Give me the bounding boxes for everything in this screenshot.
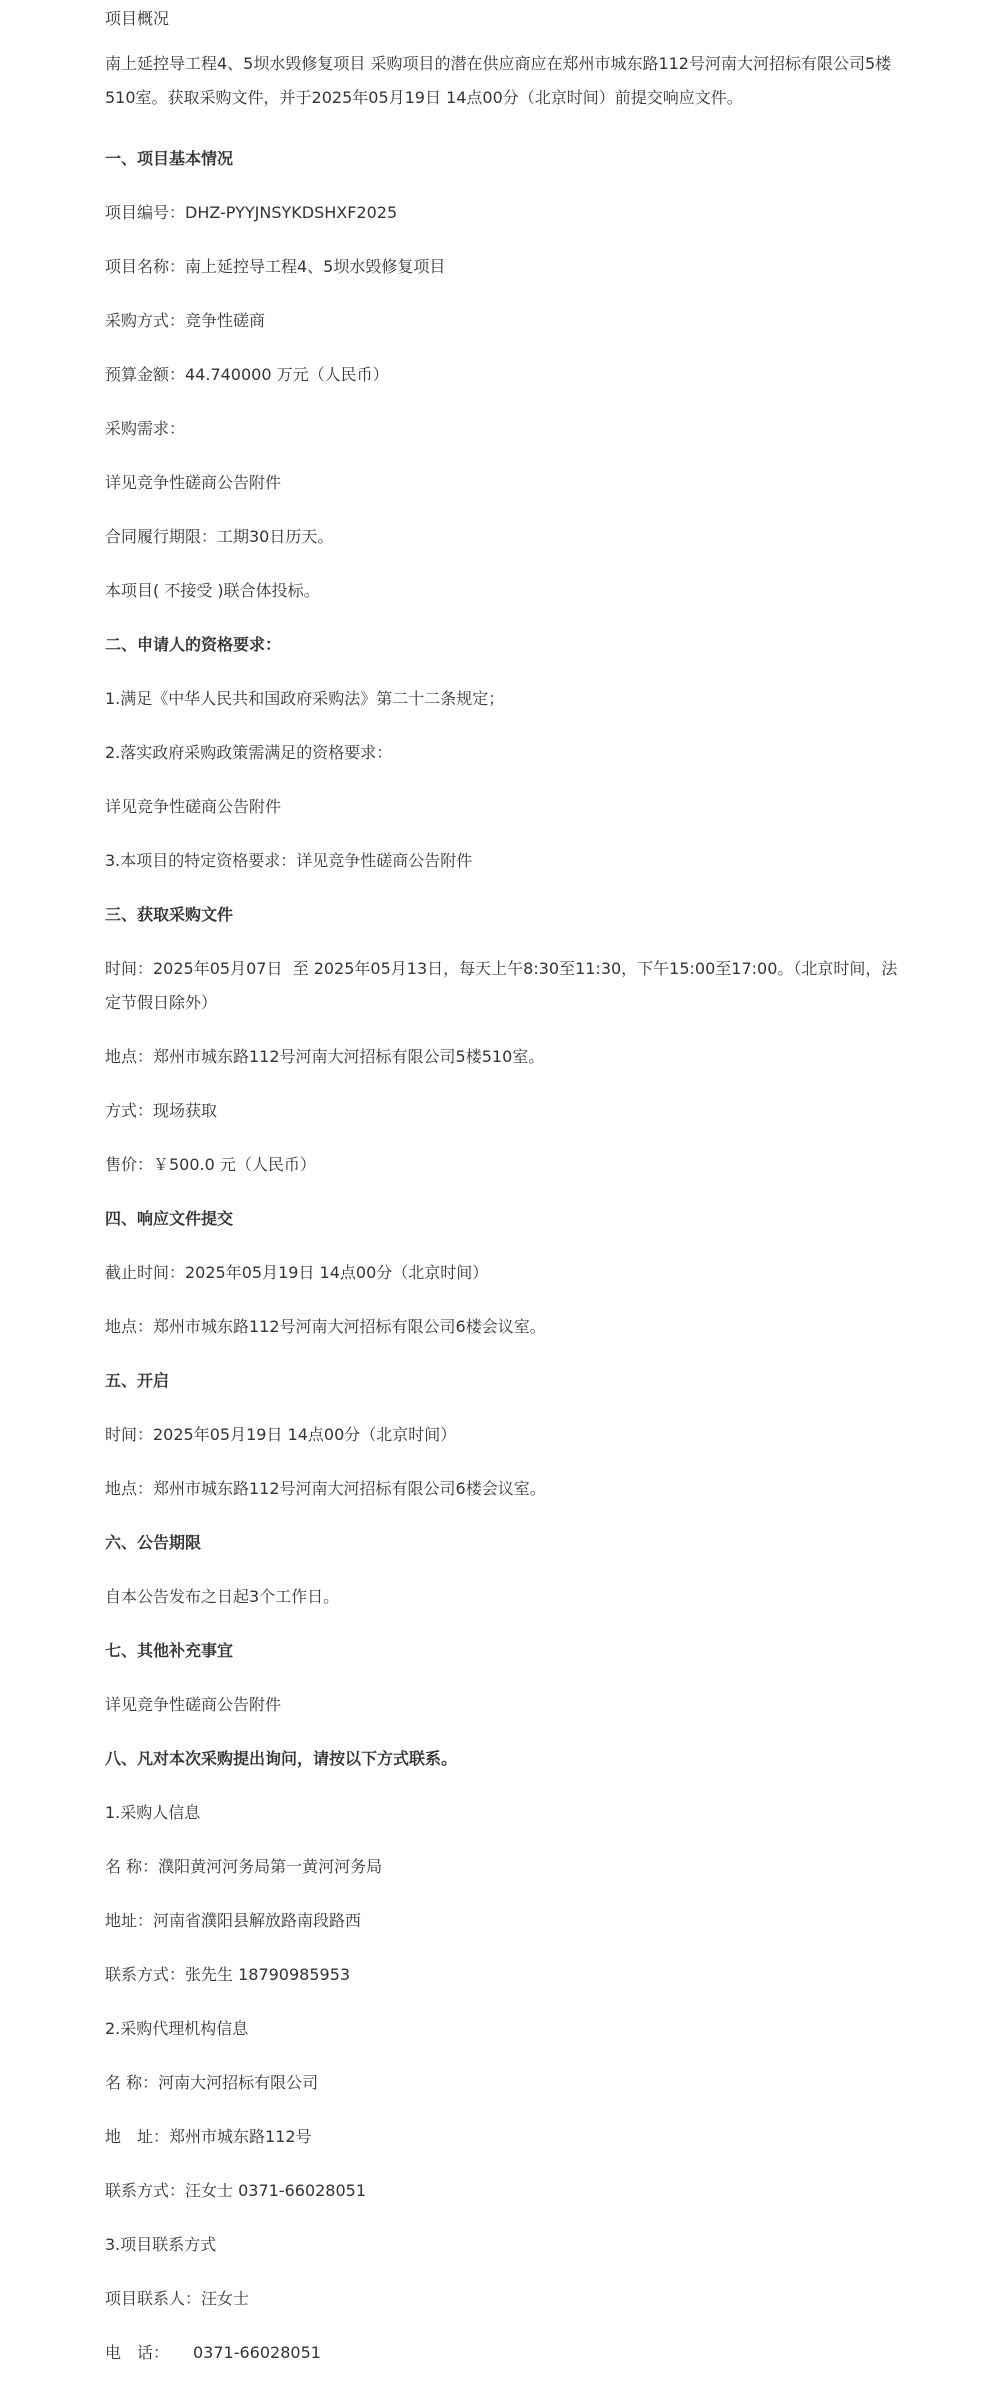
opening-location: 地点：郑州市城东路112号河南大河招标有限公司6楼会议室。 bbox=[105, 1479, 546, 1498]
project-name: 项目名称：南上延控导工程4、5坝水毁修复项目 bbox=[105, 257, 446, 276]
section-heading-notice-period: 六、公告期限 bbox=[105, 1533, 202, 1552]
section-heading-other-matters: 七、其他补充事宜 bbox=[105, 1641, 234, 1660]
section-heading-basic-info: 一、项目基本情况 bbox=[105, 149, 234, 168]
project-contact-person: 项目联系人：汪女士 bbox=[105, 2289, 250, 2308]
project-contact-label: 3.项目联系方式 bbox=[105, 2235, 217, 2254]
budget-amount: 预算金额：44.740000 万元（人民币） bbox=[105, 365, 389, 384]
submission-location: 地点：郑州市城东路112号河南大河招标有限公司6楼会议室。 bbox=[105, 1317, 546, 1336]
purchaser-address: 地址：河南省濮阳县解放路南段路西 bbox=[105, 1911, 362, 1930]
overview-paragraph: 南上延控导工程4、5坝水毁修复项目 采购项目的潜在供应商应在郑州市城东路112号河南大河招标有限公司5楼510室。获取采购文件，并于2025年05月19日 14点00分（北京时间）前提交响应文件。 bbox=[105, 54, 892, 107]
section-heading-opening: 五、开启 bbox=[105, 1371, 170, 1390]
project-contact-phone: 电 话： 0371-66028051 bbox=[105, 2343, 321, 2362]
submission-deadline: 截止时间：2025年05月19日 14点00分（北京时间） bbox=[105, 1263, 489, 1282]
qualification-2-detail: 详见竞争性磋商公告附件 bbox=[105, 797, 282, 816]
procurement-demand-value: 详见竞争性磋商公告附件 bbox=[105, 473, 282, 492]
section-heading-qualifications: 二、申请人的资格要求： bbox=[105, 635, 282, 654]
notice-period: 自本公告发布之日起3个工作日。 bbox=[105, 1587, 340, 1606]
section-heading-obtain-documents: 三、获取采购文件 bbox=[105, 905, 234, 924]
section-heading-submission: 四、响应文件提交 bbox=[105, 1209, 234, 1228]
agency-name: 名 称：河南大河招标有限公司 bbox=[105, 2073, 319, 2092]
procurement-demand-label: 采购需求： bbox=[105, 419, 186, 438]
qualification-1: 1.满足《中华人民共和国政府采购法》第二十二条规定； bbox=[105, 689, 505, 708]
contract-period: 合同履行期限：工期30日历天。 bbox=[105, 527, 334, 546]
procurement-method: 采购方式：竞争性磋商 bbox=[105, 311, 266, 330]
project-number: 项目编号：DHZ-PYYJNSYKDSHXF2025 bbox=[105, 203, 398, 222]
purchaser-info-label: 1.采购人信息 bbox=[105, 1803, 201, 1822]
qualification-2: 2.落实政府采购政策需满足的资格要求： bbox=[105, 743, 393, 762]
agency-info-label: 2.采购代理机构信息 bbox=[105, 2019, 249, 2038]
opening-time: 时间：2025年05月19日 14点00分（北京时间） bbox=[105, 1425, 457, 1444]
other-matters: 详见竞争性磋商公告附件 bbox=[105, 1695, 282, 1714]
purchaser-name: 名 称：濮阳黄河河务局第一黄河河务局 bbox=[105, 1857, 383, 1876]
agency-contact: 联系方式：汪女士 0371-66028051 bbox=[105, 2181, 367, 2200]
obtain-location: 地点：郑州市城东路112号河南大河招标有限公司5楼510室。 bbox=[105, 1047, 545, 1066]
section-heading-contact: 八、凡对本次采购提出询问，请按以下方式联系。 bbox=[105, 1749, 458, 1768]
obtain-method: 方式：现场获取 bbox=[105, 1101, 218, 1120]
qualification-3: 3.本项目的特定资格要求：详见竞争性磋商公告附件 bbox=[105, 851, 473, 870]
project-overview-label: 项目概况 bbox=[105, 9, 170, 28]
document-price: 售价：￥500.0 元（人民币） bbox=[105, 1155, 316, 1174]
obtain-time: 时间：2025年05月07日 至 2025年05月13日，每天上午8:30至11:30，下午15:00至17:00。（北京时间，法定节假日除外） bbox=[105, 959, 898, 1012]
agency-address: 地 址：郑州市城东路112号 bbox=[105, 2127, 312, 2146]
purchaser-contact: 联系方式：张先生 18790985953 bbox=[105, 1965, 351, 1984]
consortium-bidding: 本项目( 不接受 )联合体投标。 bbox=[105, 581, 320, 600]
